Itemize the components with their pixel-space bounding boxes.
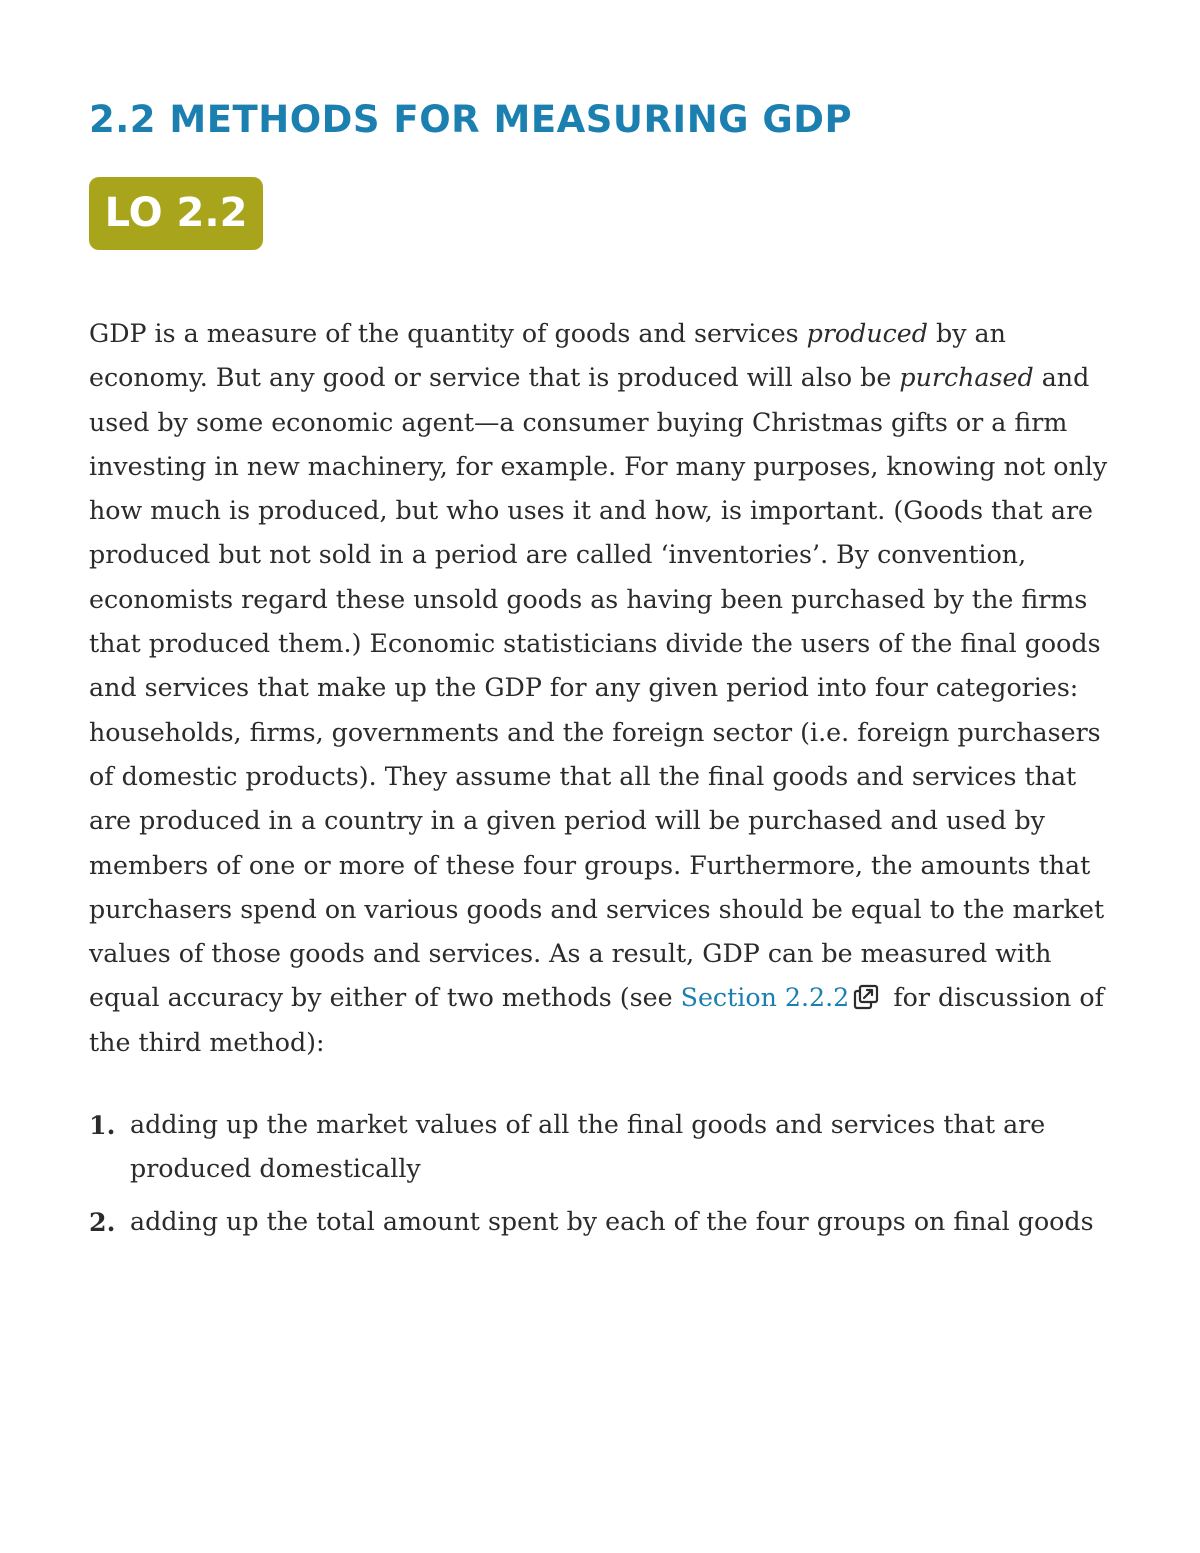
learning-objective-badge: LO 2.2 xyxy=(89,177,263,250)
methods-list xyxy=(89,1103,1119,1252)
emphasis-produced: produced xyxy=(806,319,928,348)
section-title: 2.2 METHODS FOR MEASURING GDP xyxy=(89,98,853,141)
list-number: 1. xyxy=(89,1110,116,1140)
paragraph-text: and used by some economic agent—a consumer buying Christmas gifts or a firm investing in new machinery, for example. For many purposes, knowing not only how much is produced, but who uses it and how, is important. (Goods that are produced but not sold in a period are called ‘inventories’. By convention, economists regard these unsold goods as having been purchased by the firms that produced them.) Economic statisticians divide the users of the final goods and services that make up the GDP for any given period into four categories: households, firms, governments and the foreign sector (i.e. foreign purchasers of domestic products). They assume that all the final goods and services that are produced in a country in a given period will be purchased and used by members of one or more of these four groups. Furthermore, the amounts that purchasers spend on various goods and services should be equal to the market values of those goods and services. As a result, GDP can be measured with equal accuracy by either of two methods (see xyxy=(89,363,1108,1013)
paragraph-text: by an economy. But any good or service that is produced will also be xyxy=(89,319,1006,393)
section-link[interactable]: Section 2.2.2 xyxy=(680,983,850,1013)
paragraph-text: for discussion of the third method): xyxy=(89,983,1104,1057)
emphasis-purchased: purchased xyxy=(899,363,1034,393)
body-paragraph xyxy=(89,312,1119,1065)
list-item-text: adding up the total amount spent by each of the four groups on final goods xyxy=(130,1206,1094,1236)
list-number: 2. xyxy=(89,1206,116,1237)
list-item xyxy=(89,1200,1119,1244)
list-item xyxy=(89,1103,1119,1192)
list-item-text: adding up the market values of all the final goods and services that are produced domestically xyxy=(130,1110,1046,1184)
paragraph-text: GDP is a measure of the quantity of goods and services xyxy=(89,319,807,348)
external-link-icon[interactable] xyxy=(853,980,879,1006)
